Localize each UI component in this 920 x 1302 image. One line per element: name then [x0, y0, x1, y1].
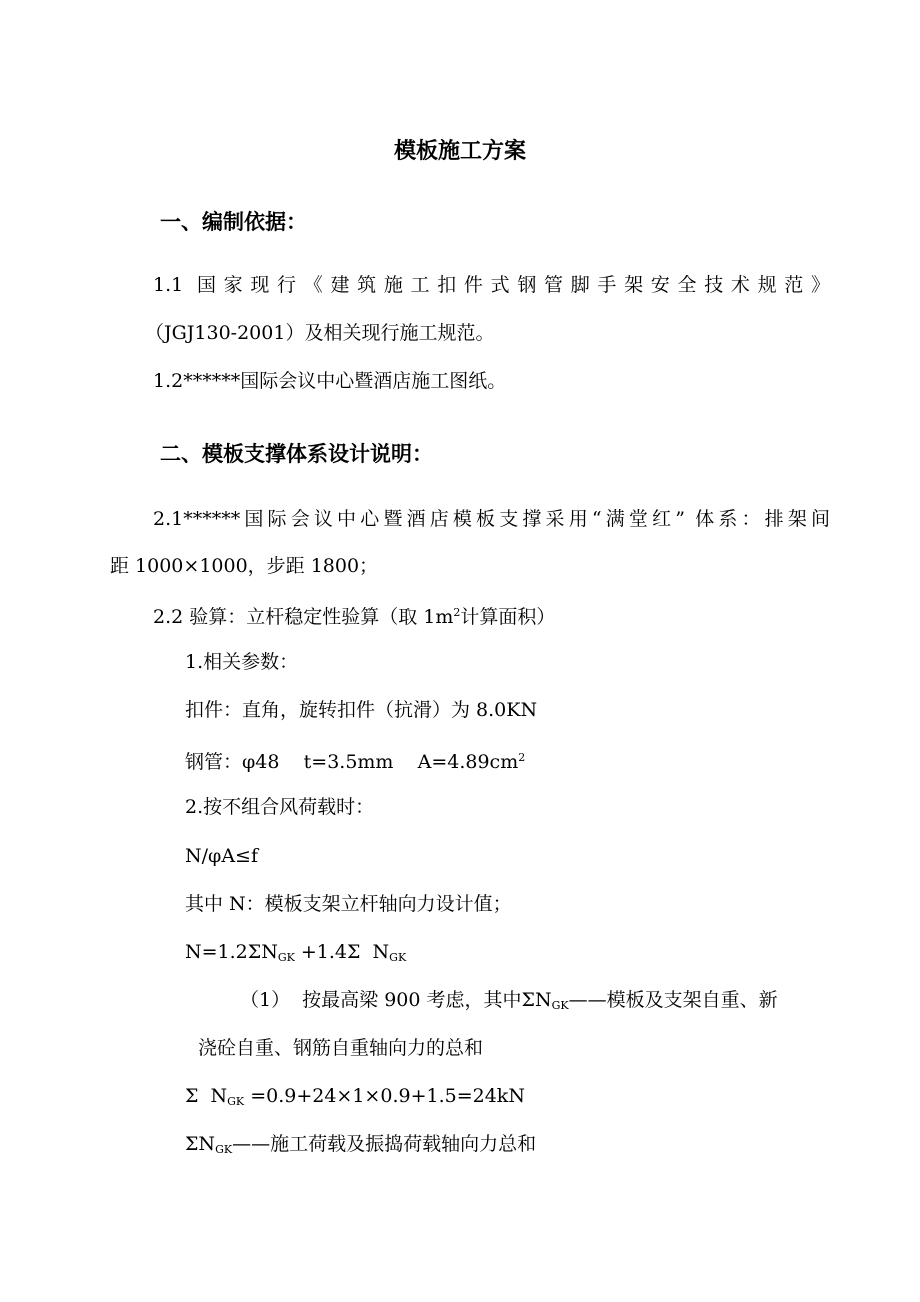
formula-n-part2: +1.4Σ N	[294, 941, 390, 963]
superscript: 2	[453, 606, 461, 619]
formula-n	[185, 940, 406, 970]
subscript: GK	[215, 1143, 233, 1156]
paragraph-1-2: 1.2******国际会议中心暨酒店施工图纸。	[153, 370, 507, 392]
subscript: GK	[551, 999, 569, 1012]
superscript: 2	[518, 751, 526, 764]
case-1-line2: 浇砼自重、钢筋自重轴向力的总和	[198, 1037, 484, 1059]
paragraph-1-1-line1: 1.1 国家现行《建筑施工扣件式钢管脚手架安全技术规范》	[153, 274, 830, 296]
subscript: GK	[277, 951, 295, 964]
sum-ngk-formula	[185, 1084, 525, 1114]
sum-nqk-part2: ——施工荷载及振捣荷载轴向力总和	[232, 1133, 537, 1155]
subscript: GK	[227, 1095, 245, 1108]
item-2-label: 2.按不组合风荷载时：	[185, 796, 375, 818]
case-1-line1	[240, 988, 778, 1018]
paragraph-2-2-text-end: 计算面积）	[460, 606, 556, 628]
formula-n-part1: N=1.2ΣN	[185, 941, 278, 963]
paragraph-2-2-text: 2.2 验算：立杆稳定性验算（取 1m	[153, 606, 454, 628]
case-1-text-end: ——模板及支架自重、新	[568, 989, 778, 1011]
pipe-param	[185, 746, 525, 774]
sum-nqk-definition	[185, 1132, 536, 1162]
section-heading-basis: 一、编制依据：	[160, 210, 307, 234]
document-title: 模板施工方案	[393, 139, 526, 164]
sum-nqk-part1: ΣN	[185, 1133, 216, 1155]
formula-stability: N/φA≤f	[185, 845, 259, 867]
case-1-text: （1） 按最高梁 900 考虑，其中ΣN	[240, 989, 552, 1011]
sum-ngk-part1: Σ N	[185, 1085, 228, 1107]
subscript: GK	[389, 951, 407, 964]
sum-ngk-part2: =0.9+24×1×0.9+1.5=24kN	[244, 1085, 525, 1107]
section-heading-design: 二、模板支撑体系设计说明：	[160, 442, 433, 466]
where-n-text: 其中 N：模板支架立杆轴向力设计值；	[185, 893, 512, 915]
paragraph-2-1-line2: 距 1000×1000，步距 1800；	[110, 555, 379, 577]
paragraph-2-1-line1: 2.1******国际会议中心暨酒店模板支撑采用“满堂红” 体系：排架间	[153, 508, 830, 530]
paragraph-2-2	[153, 601, 555, 629]
pipe-param-text: 钢管：φ48 t=3.5mm A=4.89cm	[185, 751, 519, 773]
item-1-label: 1.相关参数：	[185, 651, 299, 673]
paragraph-1-1-line2: （JGJ130-2001）及相关现行施工规范。	[145, 322, 495, 344]
fastener-param: 扣件：直角，旋转扣件（抗滑）为 8.0KN	[185, 699, 538, 721]
